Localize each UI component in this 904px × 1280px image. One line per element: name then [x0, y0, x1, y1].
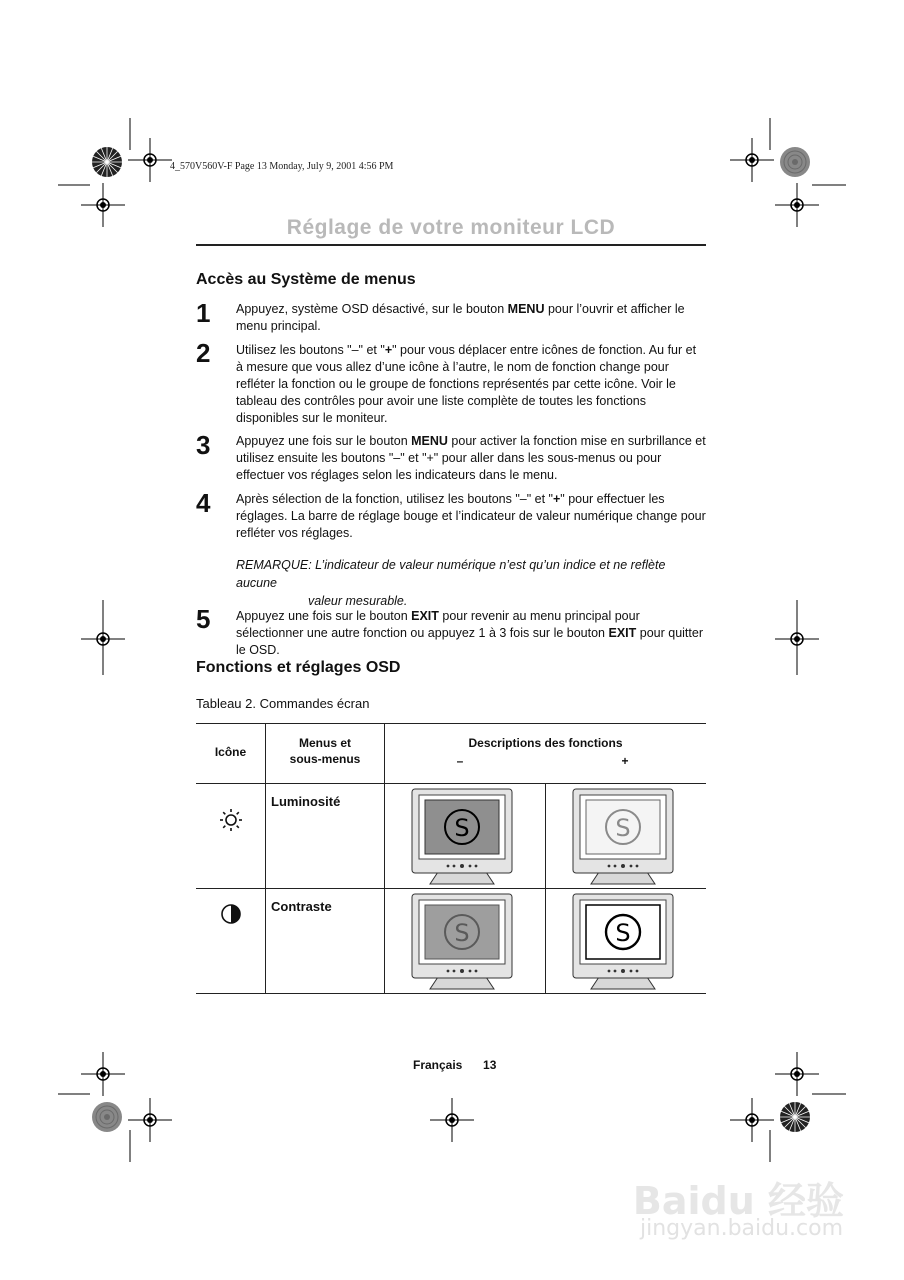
monitor-contrast-minus	[408, 893, 516, 991]
page-footer	[413, 1058, 496, 1072]
contrast-icon	[220, 903, 242, 925]
monitor-brightness-plus	[569, 788, 677, 886]
table-col-divider-3	[545, 783, 546, 994]
step-text-5: Appuyez une fois sur le bouton EXIT pour revenir au menu principal pour sélectionner une autre fonction ou appuyez 1 à 3 fois sur le bouton EXIT pour quitter le OSD.	[236, 609, 703, 657]
step-text-1: Appuyez, système OSD désactivé, sur le bouton MENU pour l’ouvrir et afficher le menu principal.	[236, 302, 685, 333]
svg-text:S: S	[615, 814, 631, 842]
printer-info: 4_570V560V-F Page 13 Monday, July 9, 2001 4:56 PM	[170, 161, 394, 172]
step-number-5: 5	[196, 604, 211, 634]
step-number-2: 2	[196, 338, 211, 368]
remark-note: REMARQUE: L’indicateur de valeur numérique n’est qu’un indice et ne reflète aucune valeur mesurable.	[236, 558, 666, 608]
table-header-minus: –	[456, 754, 464, 768]
step-text-4: Après sélection de la fonction, utilisez les boutons "–" et "+" pour effectuer les réglages. La barre de réglage bouge et l’indicateur de valeur numérique change pour refléter vos réglages.	[236, 492, 706, 540]
row-label-luminosite: Luminosité	[271, 794, 341, 809]
section-heading-menus: Accès au Système de menus	[196, 271, 416, 288]
section-heading-osd: Fonctions et réglages OSD	[196, 659, 401, 676]
table-bottom-rule	[196, 993, 706, 994]
table-caption: Tableau 2. Commandes écran	[196, 696, 370, 711]
row-label-contraste: Contraste	[271, 899, 332, 914]
table-header-rule	[196, 783, 706, 784]
table-col-divider-2	[384, 723, 385, 994]
step-text-2: Utilisez les boutons "–" et "+" pour vous déplacer entre icônes de fonction. Au fur et à mesure que vous allez d’une icône à l’autre, le nom de fonction change pour refléter la fonction ou le groupe de fonctions représentés par cette icône. Voir le tableau des contrôles pour avoir une liste complète de toutes les fonctions disponibles sur le moniteur.	[236, 343, 697, 425]
table-header-plus: +	[621, 754, 629, 768]
svg-text:S: S	[454, 814, 470, 842]
svg-text:S: S	[615, 919, 631, 947]
step-number-4: 4	[196, 488, 211, 518]
step-text-3: Appuyez une fois sur le bouton MENU pour activer la fonction mise en surbrillance et utilisez ensuite les boutons "–" et "+" pour aller dans les sous-menus ou pour effectuer vos réglages selon les indicateurs dans le menu.	[236, 434, 706, 482]
table-header-menus: Menus et sous-menus	[289, 736, 361, 766]
svg-text:S: S	[454, 919, 470, 947]
table-header-descriptions: Descriptions des fonctions	[468, 736, 623, 750]
monitor-brightness-minus	[408, 788, 516, 886]
table-header-icon: Icône	[214, 745, 247, 759]
title-rule	[196, 244, 706, 246]
step-number-3: 3	[196, 430, 211, 460]
table-top-rule	[196, 723, 706, 724]
page-title: Réglage de votre moniteur LCD	[286, 216, 616, 239]
watermark-logo: Baidu 经验	[632, 1179, 844, 1223]
monitor-contrast-plus	[569, 893, 677, 991]
step-number-1: 1	[196, 298, 211, 328]
footer-page-number: 13	[483, 1058, 497, 1072]
brightness-icon	[219, 808, 243, 832]
watermark-url: jingyan.baidu.com	[640, 1216, 844, 1241]
footer-language: Français	[413, 1058, 463, 1072]
table-row-rule	[196, 888, 706, 889]
